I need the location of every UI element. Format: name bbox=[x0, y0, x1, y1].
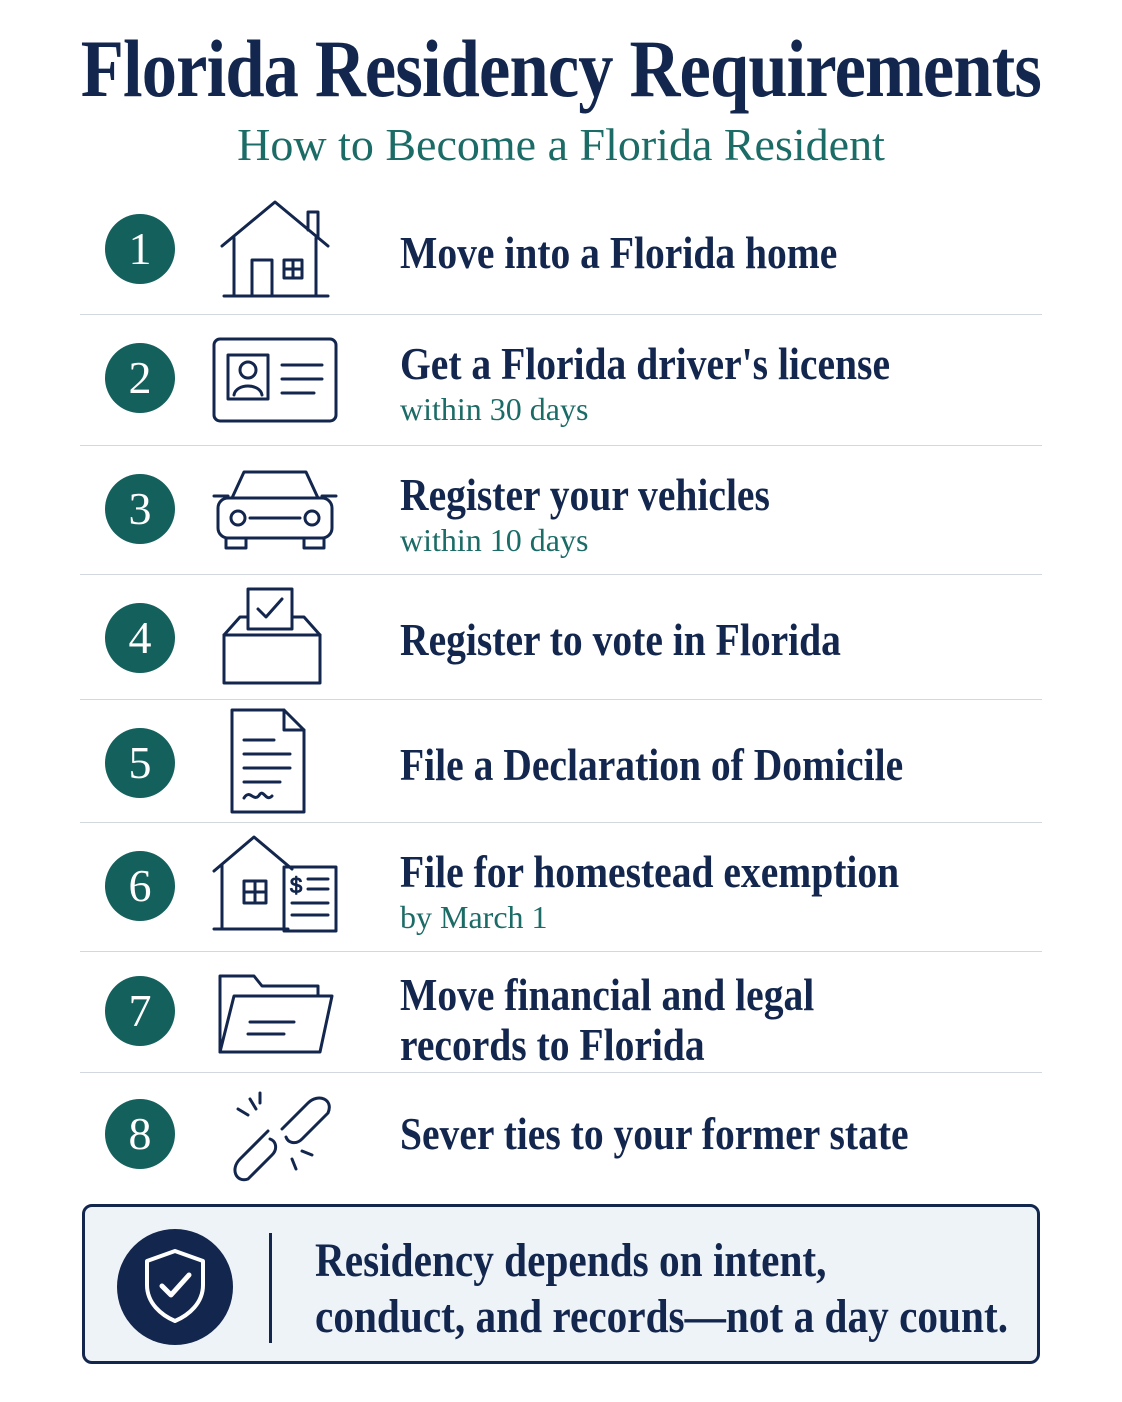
callout-line-1: Residency depends on intent, bbox=[315, 1234, 827, 1287]
step-number-badge: 7 bbox=[105, 976, 175, 1046]
svg-text:$: $ bbox=[290, 873, 303, 898]
step-deadline: within 10 days bbox=[400, 522, 589, 558]
page-title: Florida Residency Requirements bbox=[80, 23, 1041, 114]
step-number-badge: 1 bbox=[105, 214, 175, 284]
page-subtitle: How to Become a Florida Resident bbox=[237, 119, 885, 170]
folder-icon bbox=[210, 956, 340, 1066]
step-5 bbox=[80, 700, 1042, 823]
step-text: Move into a Florida home bbox=[400, 227, 838, 278]
step-deadline: by March 1 bbox=[400, 899, 548, 935]
step-text-line-1: Move financial and legal bbox=[400, 969, 815, 1020]
step-number-badge: 8 bbox=[105, 1099, 175, 1169]
step-number-badge: 6 bbox=[105, 851, 175, 921]
step-text: File for homestead exemption bbox=[400, 846, 900, 897]
step-text: Register your vehicles bbox=[400, 469, 770, 520]
step-deadline: within 30 days bbox=[400, 391, 589, 427]
step-number-badge: 4 bbox=[105, 603, 175, 673]
broken-link-icon bbox=[210, 1079, 340, 1189]
step-text: File a Declaration of Domicile bbox=[400, 739, 904, 790]
step-text-line-2: records to Florida bbox=[400, 1019, 705, 1070]
id-card-icon bbox=[210, 325, 340, 435]
callout-line-2: conduct, and records—not a day count. bbox=[315, 1290, 1009, 1343]
step-6 bbox=[80, 823, 1042, 952]
house-tax-document-icon bbox=[210, 831, 340, 941]
step-number-badge: 2 bbox=[105, 343, 175, 413]
step-number-badge: 5 bbox=[105, 728, 175, 798]
step-7 bbox=[80, 952, 1042, 1073]
callout-box bbox=[82, 1204, 1040, 1364]
car-icon bbox=[210, 454, 340, 564]
shield-check-icon bbox=[117, 1229, 233, 1345]
step-3 bbox=[80, 446, 1042, 575]
step-4 bbox=[80, 575, 1042, 700]
callout-text bbox=[315, 1233, 1035, 1345]
step-2 bbox=[80, 315, 1042, 446]
step-text: Sever ties to your former state bbox=[400, 1108, 909, 1159]
step-8 bbox=[80, 1073, 1042, 1193]
ballot-box-icon bbox=[210, 581, 340, 691]
house-icon bbox=[210, 196, 340, 306]
step-text: Register to vote in Florida bbox=[400, 614, 841, 665]
step-text: Get a Florida driver's license bbox=[400, 338, 891, 389]
document-signature-icon bbox=[210, 706, 340, 816]
step-number-badge: 3 bbox=[105, 474, 175, 544]
callout-divider bbox=[269, 1233, 272, 1343]
step-1 bbox=[80, 190, 1042, 315]
